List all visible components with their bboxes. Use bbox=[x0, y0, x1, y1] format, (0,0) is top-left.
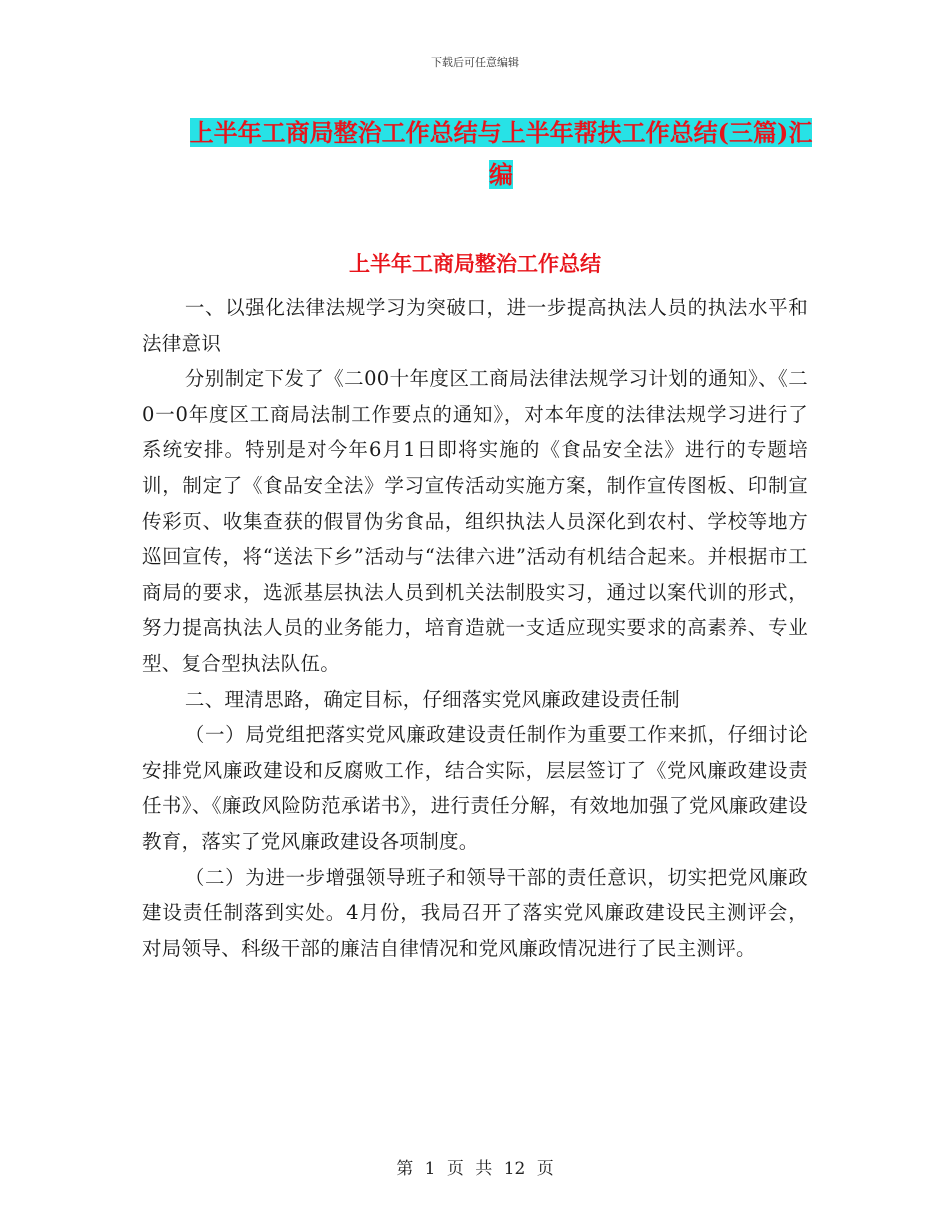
paragraph: 分别制定下发了《二00十年度区工商局法律法规学习计划的通知》、《二0一0年度区工商局法制工作要点的通知》，对本年度的法律法规学习进行了系统安排。特别是对今年6月1日即将实施的《食品安全法》进行的专题培训，制定了《食品安全法》学习宣传活动实施方案，制作宣传图板、印制宣传彩页、收集查获的假冒伪劣食品，组织执法人员深化到农村、学校等地方巡回宣传，将“送法下乡”活动与“法律六进”活动有机结合起来。并根据市工商局的要求，选派基层执法人员到机关法制股实习，通过以案代训的形式，努力提高执法人员的业务能力，培育造就一支适应现实要求的高素养、专业型、复合型执法队伍。 bbox=[142, 367, 808, 675]
page-footer: 第 1 页 共 12 页 bbox=[396, 1159, 554, 1179]
paragraph-heading-1: 一、以强化法律法规学习为突破口，进一步提高执法人员的执法水平和法律意识 bbox=[142, 296, 808, 355]
paragraph: （二）为进一步增强领导班子和领导干部的责任意识，切实把党风廉政建设责任制落到实处。4月份，我局召开了落实党风廉政建设民主测评会，对局领导、科级干部的廉洁自律情况和党风廉政情况进行了民主测评。 bbox=[142, 865, 808, 960]
header-note: 下载后可任意编辑 bbox=[431, 56, 519, 69]
section-title: 上半年工商局整治工作总结 bbox=[349, 251, 601, 276]
paragraph-heading-2: 二、理清思路，确定目标，仔细落实党风廉政建设责任制 bbox=[184, 687, 680, 711]
document-title bbox=[186, 112, 816, 196]
document-body bbox=[142, 290, 808, 966]
paragraph: （一）局党组把落实党风廉政建设责任制作为重要工作来抓，仔细讨论安排党风廉政建设和反腐败工作，结合实际，层层签订了《党风廉政建设责任书》、《廉政风险防范承诺书》，进行责任分解，有效地加强了党风廉政建设教育，落实了党风廉政建设各项制度。 bbox=[142, 723, 808, 853]
document-title-text: 上半年工商局整治工作总结与上半年帮扶工作总结(三篇)汇编 bbox=[189, 118, 813, 189]
